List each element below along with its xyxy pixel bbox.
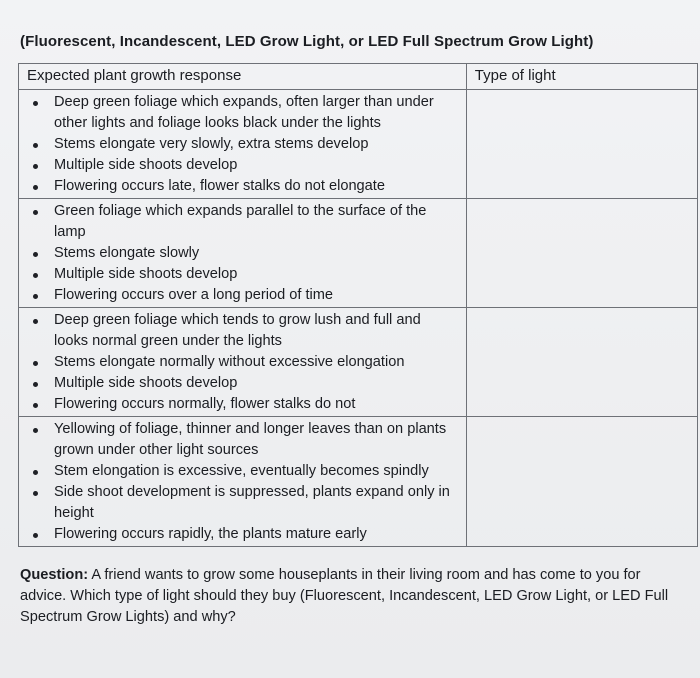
response-cell xyxy=(19,90,467,199)
response-cell xyxy=(19,199,467,308)
list-item: Flowering occurs over a long period of time xyxy=(19,285,452,306)
list-item: Side shoot development is suppressed, plants expand only in height xyxy=(19,482,452,524)
bullet-icon xyxy=(33,403,38,408)
bullet-icon xyxy=(33,252,38,257)
response-cell xyxy=(19,417,467,547)
list-item: Stem elongation is excessive, eventually becomes spindly xyxy=(19,461,452,482)
bullet-icon xyxy=(33,428,38,433)
list-item: Multiple side shoots develop xyxy=(19,264,452,285)
bullet-icon xyxy=(33,210,38,215)
page-heading: (Fluorescent, Incandescent, LED Grow Light, or LED Full Spectrum Grow Light) xyxy=(20,33,594,50)
bullet-icon xyxy=(33,382,38,387)
light-response-table xyxy=(18,63,698,547)
question-text: A friend wants to grow some houseplants in their living room and has come to you for advice. Which type of light should they buy (Fluorescent, Incandescent, LED Grow Light, or LED Full Spectrum Grow Lights) and why? xyxy=(20,567,669,625)
light-type-cell[interactable] xyxy=(466,308,697,417)
list-item: Stems elongate slowly xyxy=(19,243,452,264)
list-item: Multiple side shoots develop xyxy=(19,155,452,176)
light-type-cell[interactable] xyxy=(466,199,697,308)
table-row xyxy=(19,199,698,308)
question-label: Question: xyxy=(20,567,89,583)
bullet-icon xyxy=(33,470,38,475)
bullet-icon xyxy=(33,164,38,169)
bullet-icon xyxy=(33,533,38,538)
table-row xyxy=(19,308,698,417)
list-item: Flowering occurs late, flower stalks do not elongate xyxy=(19,176,452,197)
header-type-of-light: Type of light xyxy=(466,64,697,90)
light-type-cell[interactable] xyxy=(466,90,697,199)
question-paragraph xyxy=(20,565,670,628)
list-item: Stems elongate normally without excessive elongation xyxy=(19,352,452,373)
table-header-row xyxy=(19,64,698,90)
list-item: Multiple side shoots develop xyxy=(19,373,452,394)
list-item: Deep green foliage which tends to grow lush and full and looks normal green under the lights xyxy=(19,310,452,352)
list-item: Green foliage which expands parallel to the surface of the lamp xyxy=(19,201,452,243)
table-row xyxy=(19,417,698,547)
list-item: Flowering occurs normally, flower stalks do not xyxy=(19,394,452,415)
list-item: Yellowing of foliage, thinner and longer leaves than on plants grown under other light sources xyxy=(19,419,452,461)
bullet-icon xyxy=(33,101,38,106)
light-type-cell[interactable] xyxy=(466,417,697,547)
response-cell xyxy=(19,308,467,417)
bullet-icon xyxy=(33,491,38,496)
table-row xyxy=(19,90,698,199)
list-item: Flowering occurs rapidly, the plants mature early xyxy=(19,524,452,545)
header-expected-response: Expected plant growth response xyxy=(19,64,467,90)
bullet-icon xyxy=(33,143,38,148)
list-item: Deep green foliage which expands, often larger than under other lights and foliage looks black under the lights xyxy=(19,92,452,134)
bullet-icon xyxy=(33,294,38,299)
list-item: Stems elongate very slowly, extra stems develop xyxy=(19,134,452,155)
bullet-icon xyxy=(33,361,38,366)
bullet-icon xyxy=(33,273,38,278)
bullet-icon xyxy=(33,185,38,190)
bullet-icon xyxy=(33,319,38,324)
